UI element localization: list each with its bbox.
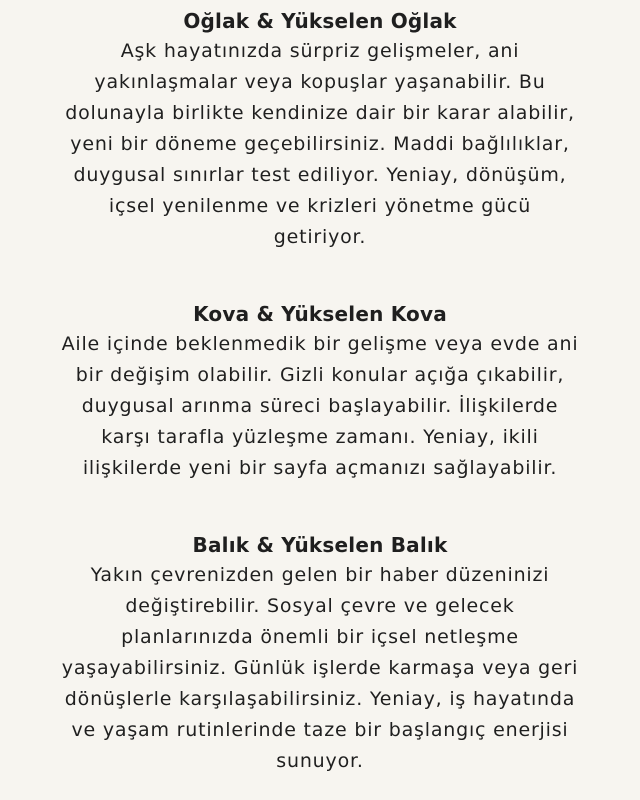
body-line: sunuyor. xyxy=(276,750,364,772)
body-line: karşı tarafla yüzleşme zamanı. Yeniay, ikili xyxy=(101,426,539,448)
body-line: değiştirebilir. Sosyal çevre ve gelecek xyxy=(125,595,515,617)
section-body xyxy=(0,36,640,253)
body-line: ilişkilerde yeni bir sayfa açmanızı sağlayabilir. xyxy=(82,457,558,479)
section-kova xyxy=(0,299,640,484)
body-line: bir değişim olabilir. Gizli konular açığa çıkabilir, xyxy=(75,364,565,386)
section-divider-space xyxy=(0,253,640,299)
section-body xyxy=(0,329,640,484)
section-oglak xyxy=(0,6,640,253)
body-line: içsel yenilenme ve krizleri yönetme gücü xyxy=(108,195,532,217)
body-line: dönüşlerle karşılaşabilirsiniz. Yeniay, iş hayatında xyxy=(64,688,576,710)
body-line: planlarınızda önemli bir içsel netleşme xyxy=(121,626,519,648)
body-line: yakınlaşmalar veya kopuşlar yaşanabilir. Bu xyxy=(94,71,546,93)
body-line: Aile içinde beklenmedik bir gelişme veya evde ani xyxy=(61,333,579,355)
body-line: duygusal sınırlar test ediliyor. Yeniay, dönüşüm, xyxy=(73,164,567,186)
body-line: getiriyor. xyxy=(273,226,367,248)
section-body xyxy=(0,560,640,777)
body-line: Yakın çevrenizden gelen bir haber düzeninizi xyxy=(90,564,550,586)
body-line: ve yaşam rutinlerinde taze bir başlangıç enerjisi xyxy=(71,719,569,741)
section-title: Kova & Yükselen Kova xyxy=(193,302,447,326)
section-divider-space xyxy=(0,484,640,530)
section-title: Oğlak & Yükselen Oğlak xyxy=(183,9,457,33)
body-line: duygusal arınma süreci başlayabilir. İlişkilerde xyxy=(81,395,559,417)
body-line: yeni bir döneme geçebilirsiniz. Maddi bağlılıklar, xyxy=(70,133,570,155)
body-line: dolunayla birlikte kendinize dair bir karar alabilir, xyxy=(65,102,575,124)
body-line: Aşk hayatınızda sürpriz gelişmeler, ani xyxy=(120,40,520,62)
section-title: Balık & Yükselen Balık xyxy=(192,533,448,557)
section-balik xyxy=(0,530,640,777)
body-line: yaşayabilirsiniz. Günlük işlerde karmaşa veya geri xyxy=(61,657,579,679)
